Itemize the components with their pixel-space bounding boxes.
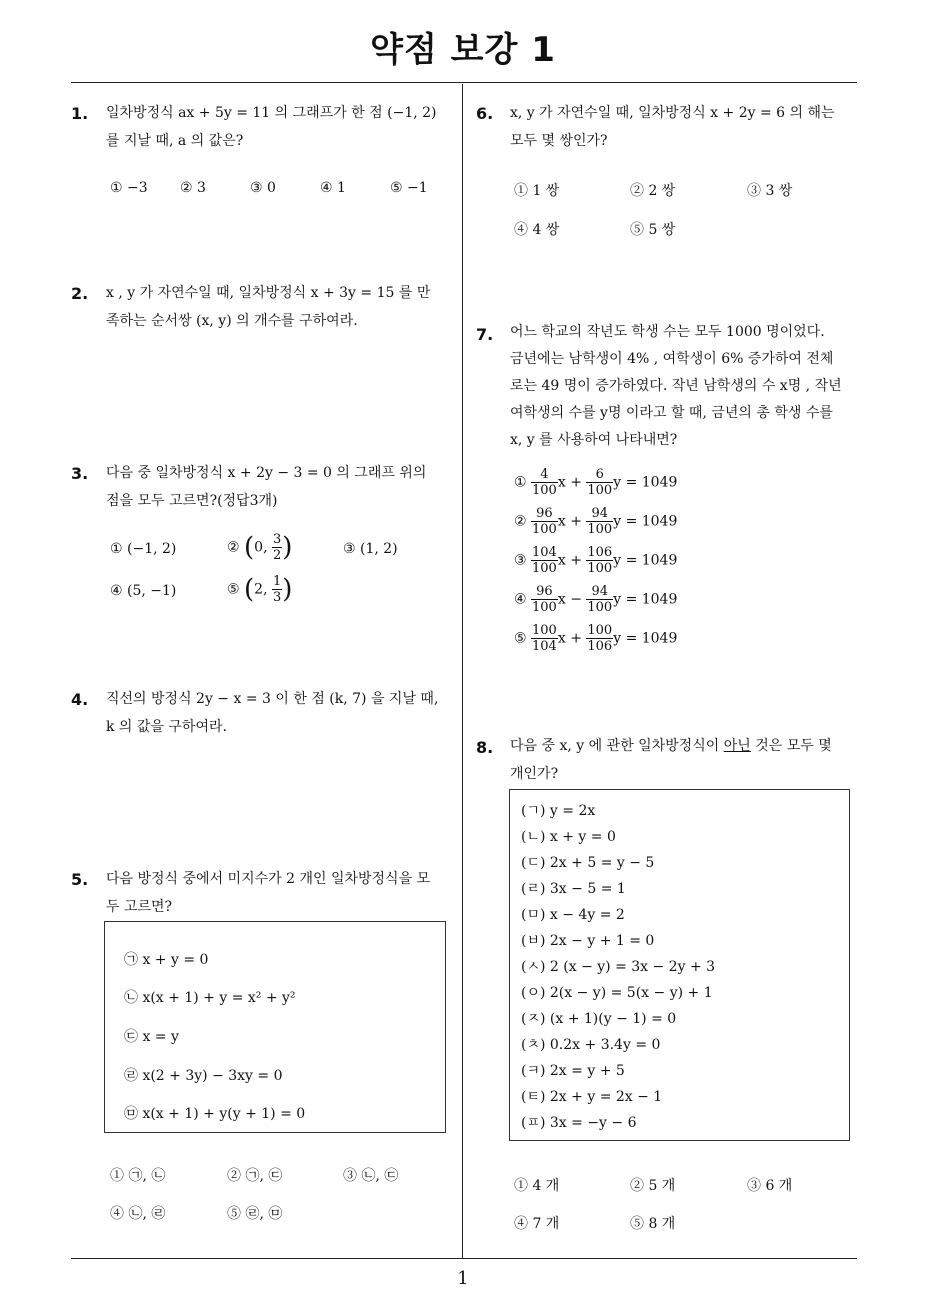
fraction: $\frac{6}{100}$ [587,467,613,498]
box-item: ㉢ x = y [124,1029,179,1045]
option-1[interactable]: ① 1 쌍 [514,183,560,199]
option-3[interactable]: ③ 3 쌍 [747,183,793,199]
option-4[interactable]: ④ ㉡, ㉣ [110,1206,166,1222]
question-text-line: 금년에는 남학생이 4% , 여학생이 6% 증가하여 전체 [510,351,834,367]
question-number: 8. [476,738,494,757]
question-text-line: 다음 중 일차방정식 x + 2y − 3 = 0 의 그래프 위의 [106,465,427,481]
option-1[interactable]: ① 4 개 [514,1178,560,1194]
question-number: 7. [476,325,494,344]
box-item: (ㄱ) y = 2x [521,803,596,819]
question-text-line: x, y 를 사용하여 나타내면? [510,432,678,448]
page-title: 약점 보강 1 [370,30,556,70]
option-1[interactable]: ① $\frac{4}{100}$ x + $\frac{6}{100}$ y = 1049 [514,467,678,498]
box-item: (ㄷ) 2x + 5 = y − 5 [521,855,655,871]
fraction: $\frac{4}{100}$ [532,467,557,498]
top-rule [71,82,857,83]
question-text-line: 직선의 방정식 2y − x = 3 이 한 점 (k, 7) 을 지날 때, [106,691,439,707]
question-text-line: 여학생의 수를 y명 이라고 할 때, 금년의 총 학생 수를 [510,405,833,421]
box-item: (ㅋ) 2x = y + 5 [521,1063,625,1079]
fraction: $\frac{1}{3}$ [272,574,282,605]
box-item: (ㅌ) 2x + y = 2x − 1 [521,1089,663,1105]
option-2[interactable]: ② $\frac{96}{100}$ x + $\frac{94}{100}$ y = 1049 [514,506,678,537]
question-text-line: 개인가? [510,766,559,782]
fraction: $\frac{104}{100}$ [532,545,557,576]
box-item: (ㄹ) 3x − 5 = 1 [521,881,626,897]
option-5[interactable]: ⑤ (2, $\frac{1}{3}$ ) [227,574,293,605]
question-text-line: x , y 가 자연수일 때, 일차방정식 x + 3y = 15 를 만 [106,285,431,301]
fraction: $\frac{94}{100}$ [587,506,613,537]
fraction: $\frac{106}{100}$ [587,545,613,576]
box-item: ㉡ x(x + 1) + y = x² + y² [124,990,296,1006]
fraction: $\frac{96}{100}$ [532,506,557,537]
question-number: 6. [476,104,494,123]
option-4[interactable]: ④ 1 [320,180,346,196]
fraction: $\frac{96}{100}$ [532,584,557,615]
option-4[interactable]: ④ $\frac{96}{100}$ x − $\frac{94}{100}$ y = 1049 [514,584,678,615]
question-number: 2. [71,284,89,303]
option-2[interactable]: ② 5 개 [630,1178,676,1194]
bottom-rule [71,1258,857,1259]
option-2[interactable]: ② 3 [180,180,206,196]
question-text-line: 모두 몇 쌍인가? [510,133,608,149]
box-item: (ㅂ) 2x − y + 1 = 0 [521,933,655,949]
underlined-word: 아닌 [723,738,751,754]
question-text-line: 어느 학교의 작년도 학생 수는 모두 1000 명이었다. [510,324,825,340]
option-3[interactable]: ③ 6 개 [747,1178,793,1194]
question-text-line: k 의 값을 구하여라. [106,719,227,735]
question-number: 5. [71,870,89,889]
fraction: $\frac{3}{2}$ [272,532,282,563]
equation-box [104,921,446,1133]
box-item: (ㅈ) (x + 1)(y − 1) = 0 [521,1011,677,1027]
box-item: (ㅍ) 3x = −y − 6 [521,1115,637,1131]
question-text-line: 족하는 순서쌍 (x, y) 의 개수를 구하여라. [106,313,358,329]
option-1[interactable]: ① ㉠, ㉡ [110,1168,166,1184]
box-item: ㉣ x(2 + 3y) − 3xy = 0 [124,1068,283,1084]
question-text-line: 일차방정식 ax + 5y = 11 의 그래프가 한 점 (−1, 2) [106,105,437,121]
option-5[interactable]: ⑤ ㉣, ㉤ [227,1206,283,1222]
option-3[interactable]: ③ $\frac{104}{100}$ x + $\frac{106}{100}$ y = 1049 [514,545,678,576]
option-4[interactable]: ④ 4 쌍 [514,222,560,238]
box-item: (ㅊ) 0.2x + 3.4y = 0 [521,1037,661,1053]
option-4[interactable]: ④ (5, −1) [110,583,177,599]
option-5[interactable]: ⑤ 5 쌍 [630,222,676,238]
option-2[interactable]: ② ㉠, ㉢ [227,1168,283,1184]
question-text-line: 를 지날 때, a 의 값은? [106,133,244,149]
fraction: $\frac{100}{104}$ [532,623,557,654]
question-text-line: 다음 중 x, y 에 관한 일차방정식이 아닌 것은 모두 몇 [510,738,832,754]
question-text-line: 두 고르면? [106,899,173,915]
option-5[interactable]: ⑤ 8 개 [630,1216,676,1232]
box-item: (ㄴ) x + y = 0 [521,829,616,845]
question-text-line: 로는 49 명이 증가하였다. 작년 남학생의 수 x명 , 작년 [510,378,842,394]
equation-box [509,789,850,1141]
option-3[interactable]: ③ ㉡, ㉢ [343,1168,399,1184]
option-1[interactable]: ① −3 [110,180,148,196]
question-text-line: 점을 모두 고르면?(정답3개) [106,493,278,509]
option-2[interactable]: ② (0, $\frac{3}{2}$ ) [227,532,293,563]
question-number: 4. [71,690,89,709]
fraction: $\frac{100}{106}$ [587,623,613,654]
page-number: 1 [457,1268,469,1289]
column-divider [462,84,463,1259]
box-item: ㉠ x + y = 0 [124,952,209,968]
option-4[interactable]: ④ 7 개 [514,1216,560,1232]
question-number: 3. [71,464,89,483]
option-5[interactable]: ⑤ −1 [390,180,428,196]
option-3[interactable]: ③ 0 [250,180,276,196]
option-2[interactable]: ② 2 쌍 [630,183,676,199]
option-5[interactable]: ⑤ $\frac{100}{104}$ x + $\frac{100}{106}$ y = 1049 [514,623,678,654]
box-item: (ㅅ) 2 (x − y) = 3x − 2y + 3 [521,959,716,975]
option-3[interactable]: ③ (1, 2) [343,541,398,557]
question-text-line: 다음 방정식 중에서 미지수가 2 개인 일차방정식을 모 [106,871,431,887]
box-item: (ㅇ) 2(x − y) = 5(x − y) + 1 [521,985,713,1001]
question-number: 1. [71,104,89,123]
box-item: (ㅁ) x − 4y = 2 [521,907,625,923]
question-text-line: x, y 가 자연수일 때, 일차방정식 x + 2y = 6 의 해는 [510,105,835,121]
fraction: $\frac{94}{100}$ [587,584,613,615]
box-item: ㉤ x(x + 1) + y(y + 1) = 0 [124,1106,306,1122]
option-1[interactable]: ① (−1, 2) [110,541,177,557]
